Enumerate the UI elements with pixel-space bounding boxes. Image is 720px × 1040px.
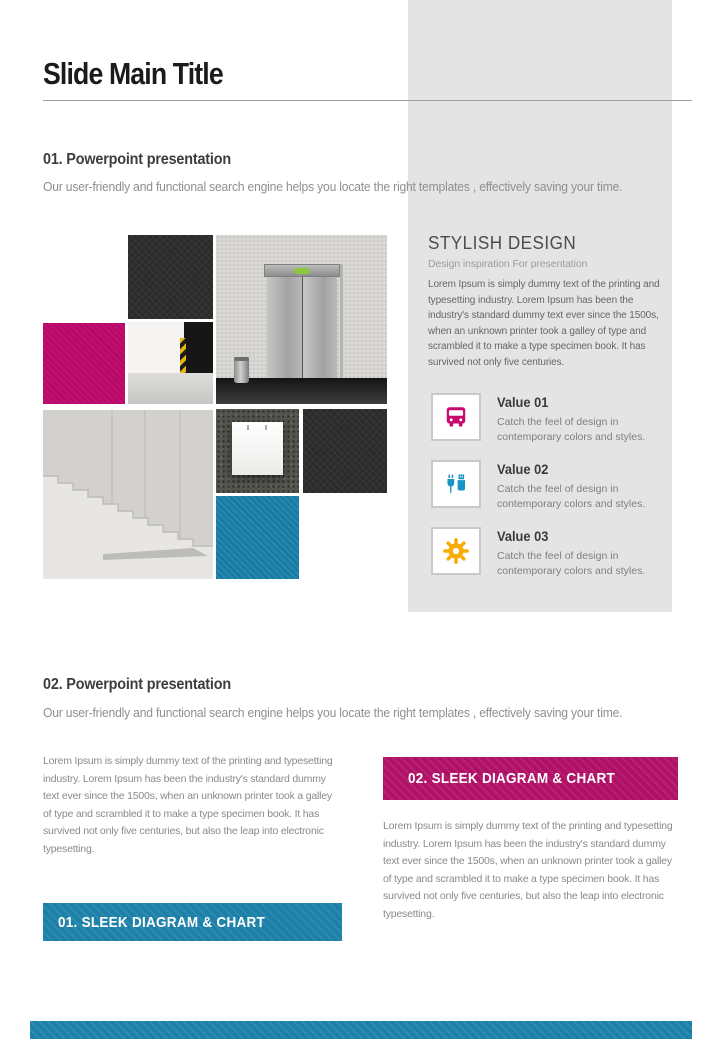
value-item-2 (431, 460, 681, 510)
bus-icon (443, 404, 469, 430)
section2-left-paragraph: Lorem Ipsum is simply dummy text of the printing and typesetting industry. Lorem Ipsum has been the industry's standard dummy text ever since the 1500s, when an unknown printer took a galley of type and scrambled it to make a type specimen book. It has survived not only five centuries, but also the leap into electronic typesetting. (43, 755, 333, 855)
section2-subtitle: Our user-friendly and functional search engine helps you locate the right templates , effectively saving your time. (43, 706, 623, 720)
hallway-floor (128, 373, 213, 404)
elevator-frame (340, 264, 343, 379)
dark-texture-tile (303, 409, 387, 493)
elevator-floor-indicator (294, 268, 310, 274)
value2-title: Value 02 (497, 462, 549, 477)
stairs-photo (43, 410, 213, 579)
pink-pattern-tile (43, 323, 125, 404)
value2-desc: Catch the feel of design in contemporary colors and styles. (497, 483, 646, 510)
elevator-header-panel (264, 264, 340, 277)
value3-icon-box (431, 527, 481, 575)
value1-icon-box (431, 393, 481, 441)
sleek-diagram-banner-02 (383, 757, 678, 800)
gear-icon (442, 537, 470, 565)
sleek-diagram-banner-01-label: 01. SLEEK DIAGRAM & CHART (58, 913, 266, 931)
sleek-diagram-banner-02-label: 02. SLEEK DIAGRAM & CHART (408, 770, 616, 787)
plug-icon (443, 471, 469, 497)
dark-texture-tile (128, 235, 213, 319)
hazard-stripe-pole (180, 338, 186, 373)
elevator-doors (267, 277, 337, 379)
title-divider (43, 100, 692, 101)
value3-title: Value 03 (497, 529, 549, 544)
white-hallway-photo (128, 322, 213, 404)
stylish-design-body: Lorem Ipsum is simply dummy text of the printing and typesetting industry. Lorem Ipsum has been the industry's standard dummy text ever since the 1500s, when an unknown printer took a galley of type and scrambled it to make a type specimen book. It has survived not only five centuries. (428, 279, 660, 368)
section2-right-paragraph: Lorem Ipsum is simply dummy text of the printing and typesetting industry. Lorem Ipsum has been the industry's standard dummy text ever since the 1500s, when an unknown printer took a galley of type and scrambled it to make a type specimen book. It has survived not only five centuries, but also the leap into electronic typesetting. (383, 820, 673, 920)
stairs-graphic (43, 410, 213, 579)
value1-desc: Catch the feel of design in contemporary colors and styles. (497, 416, 646, 443)
value3-desc: Catch the feel of design in contemporary colors and styles. (497, 550, 646, 577)
sleek-diagram-banner-01 (43, 903, 342, 941)
page-title: Slide Main Title (43, 56, 223, 91)
niche-white-box (232, 422, 283, 475)
hallway-dark-doorway (184, 322, 213, 373)
footer-bar (30, 1021, 692, 1039)
niche-lamp (265, 425, 267, 430)
value2-icon-box (431, 460, 481, 508)
niche-lamp (247, 425, 249, 430)
value-item-1 (431, 393, 681, 443)
stylish-design-heading: STYLISH DESIGN (428, 233, 577, 253)
white-niche-photo (216, 409, 299, 493)
value1-title: Value 01 (497, 395, 549, 410)
stylish-design-subheading: Design inspiration For presentation (428, 258, 588, 270)
blue-pattern-tile (216, 496, 299, 579)
section1-subtitle: Our user-friendly and functional search engine helps you locate the right templates , effectively saving your time. (43, 180, 623, 194)
value-item-3 (431, 527, 681, 577)
section1-heading: 01. Powerpoint presentation (43, 151, 231, 168)
elevator-photo (216, 235, 387, 404)
section2-heading: 02. Powerpoint presentation (43, 676, 231, 693)
trash-can (234, 357, 249, 383)
